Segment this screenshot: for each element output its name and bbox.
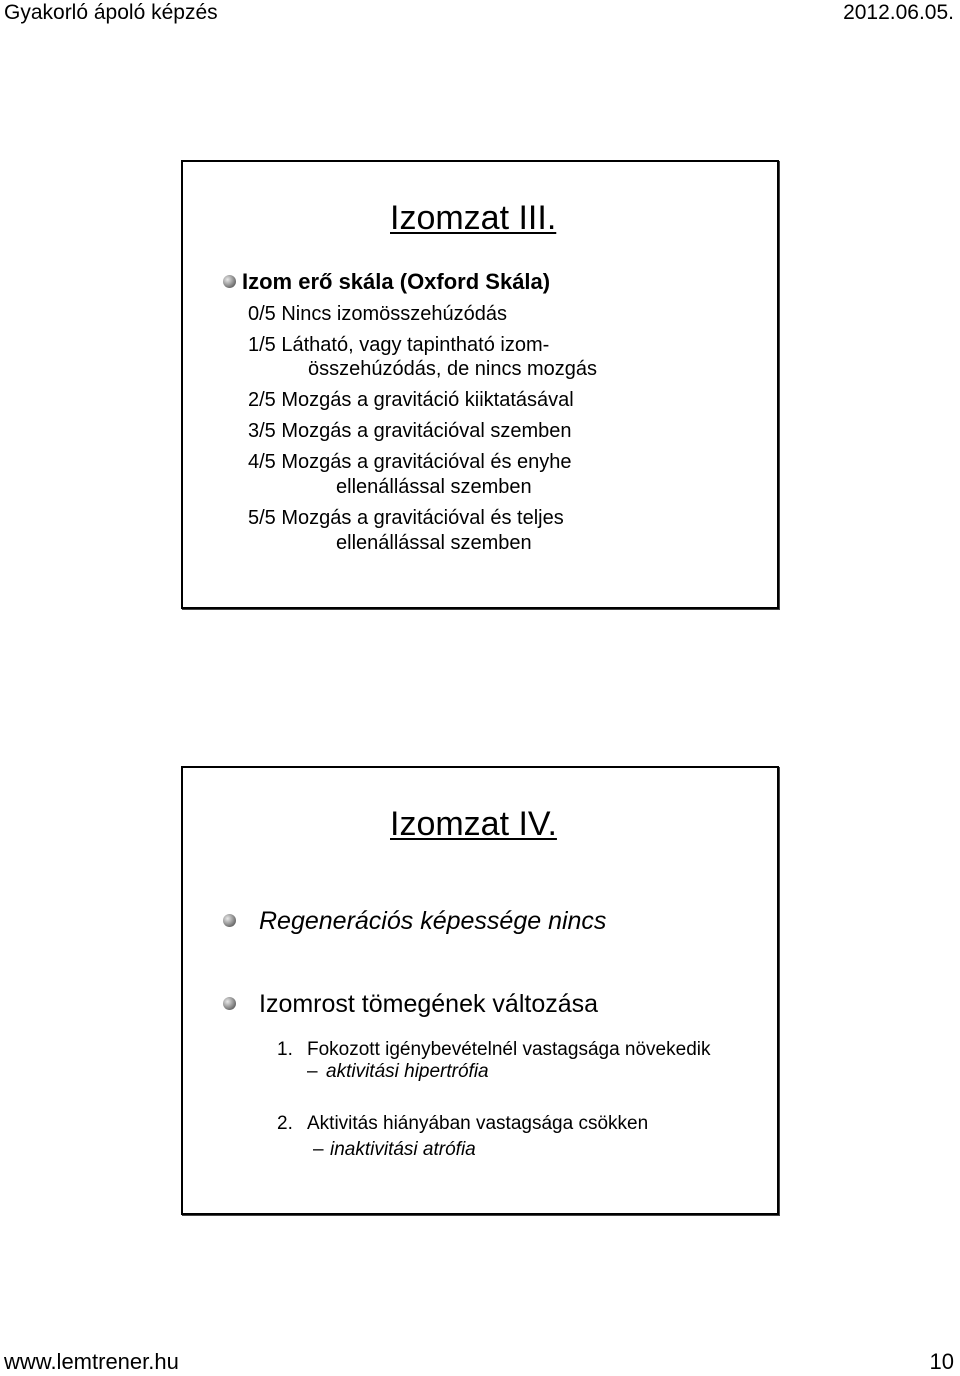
item-text: Aktivitás hiányában vastagsága csökken [307,1113,649,1134]
item-number: 2. [277,1113,293,1134]
dash-icon: – [307,1061,318,1082]
bullet-heading: Izom erő skála (Oxford Skála) [242,269,551,294]
bullet-regeneration: Regenerációs képessége nincs [259,907,607,935]
item-subtext: aktivitási hipertrófia [326,1061,489,1082]
slide-izomzat-iii [181,160,779,609]
footer-website: www.lemtrener.hu [4,1349,179,1374]
scale-line-1: 1/5 Látható, vagy tapintható izom- [248,334,550,356]
bullet-icon [223,997,236,1010]
scale-line-3: 3/5 Mozgás a gravitációval szemben [248,420,572,442]
slide-title: Izomzat III. [390,199,557,237]
header-course-title: Gyakorló ápoló képzés [4,1,218,24]
item-number: 1. [277,1039,293,1060]
bullet-icon [223,914,236,927]
bullet-icon [223,275,236,288]
slide-title: Izomzat IV. [390,805,557,843]
header-date: 2012.06.05. [843,1,954,24]
scale-line-1-cont: összehúzódás, de nincs mozgás [308,358,598,380]
scale-line-4-cont: ellenállással szemben [336,476,532,498]
scale-line-5: 5/5 Mozgás a gravitációval és teljes [248,507,564,529]
slide-izomzat-iv [181,766,779,1215]
scale-line-5-cont: ellenállással szemben [336,532,532,554]
bullet-muscle-mass: Izomrost tömegének változása [259,990,599,1018]
scale-line-0: 0/5 Nincs izomösszehúzódás [248,303,508,325]
footer-page-number: 10 [929,1349,954,1374]
dash-icon: – [313,1139,324,1160]
scale-line-2: 2/5 Mozgás a gravitáció kiiktatásával [248,389,574,411]
item-text: Fokozott igénybevételnél vastagsága növekedik [307,1039,711,1060]
item-subtext: inaktivitási atrófia [330,1139,476,1160]
scale-line-4: 4/5 Mozgás a gravitációval és enyhe [248,451,572,473]
